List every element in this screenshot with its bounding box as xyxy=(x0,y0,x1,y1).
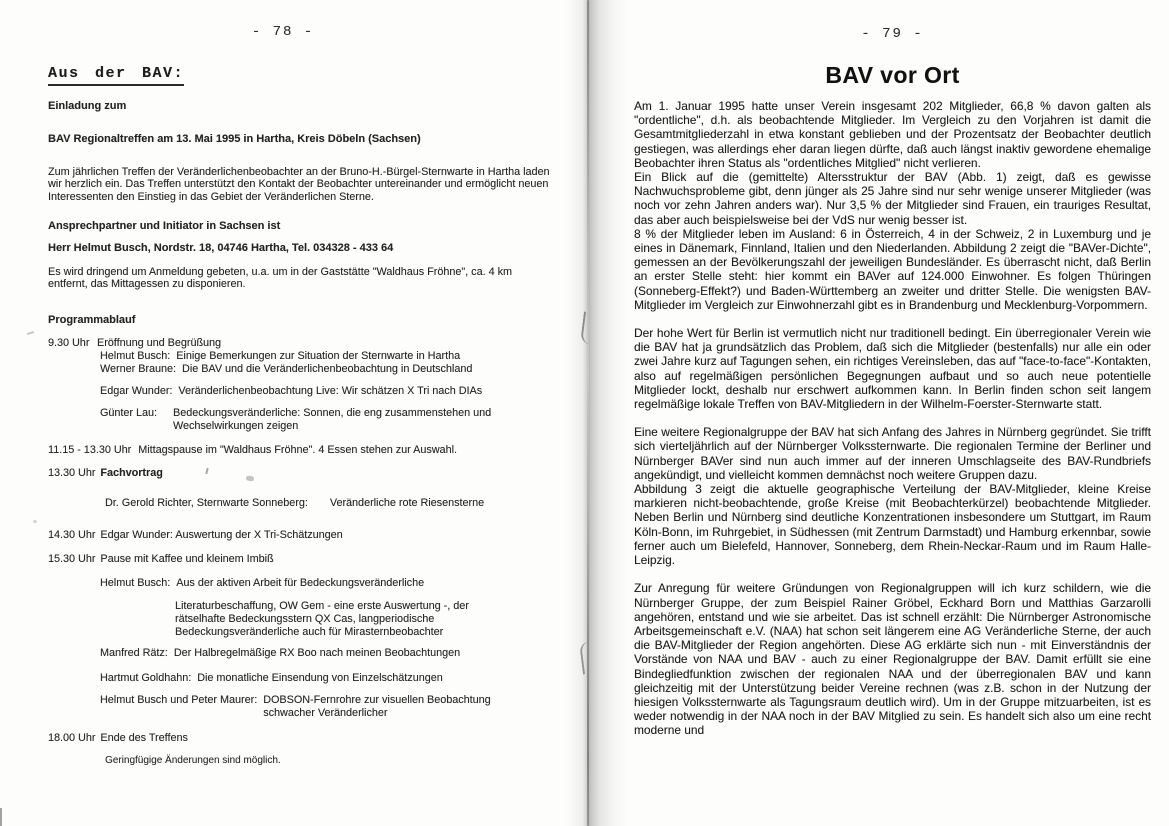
schedule-speaker: Werner Braune: xyxy=(100,363,177,376)
schedule-speaker: Helmut Busch und Peter Maurer: xyxy=(100,694,258,707)
binding-crease-line xyxy=(587,0,589,826)
body-paragraph: Eine weitere Regionalgruppe der BAV hat sich Anfang des Jahres in Nürnberg gegründet. Sie trifft sich vierteljährlich auf der Nürnberger Volkssternwarte. Die regionalen Termine der Berliner und Nürnberger BAVer sind nun auch immer auf der inneren Umschlagseite des BAV-Rundbriefs angekündigt, und vielleicht kommen demnächst noch weitere Gruppen dazu. xyxy=(634,425,1151,482)
body-paragraph: Der hohe Wert für Berlin ist vermutlich nicht nur traditionell bedingt. Ein überregionaler Verein wie die BAV hat ja grundsätzlich das Problem, daß sich die Mitglieder (bestenfalls) nur alle ein oder zwei Jahre kurz auf Tagungen sehen, ein richtiges Vereinsleben, das auf "face-to-face"-Kontakten, also auf regelmäßigen persönlichen Begegnungen aufbaut und so auch neue potentielle Mitglieder lockt, deshalb nur erschwert aufkommen kann. In Berlin finden schon seit langem regelmäßige lokale Treffen von BAV-Mitgliedern in der Wilhelm-Foerster-Sternwarte statt. xyxy=(634,326,1151,412)
schedule-topic: Die BAV und die Veränderlichenbeobachtung in Deutschland xyxy=(182,363,473,376)
schedule-row-talk xyxy=(48,385,560,398)
binding-shadow xyxy=(566,0,628,826)
schedule-row-talk xyxy=(48,647,560,660)
schedule-title: Pause mit Kaffee und kleinem Imbiß xyxy=(100,553,274,566)
schedule-title: Ende des Treffens xyxy=(100,732,188,745)
article-title: BAV vor Ort xyxy=(825,62,960,88)
schedule-time: 9.30 Uhr xyxy=(48,337,90,350)
schedule-time: 11.15 - 13.30 Uhr xyxy=(48,444,132,457)
section-heading xyxy=(48,64,560,82)
schedule-time: 18.00 Uhr xyxy=(48,732,96,745)
schedule-time: 14.30 Uhr xyxy=(48,529,96,542)
schedule-row-talk xyxy=(48,694,560,720)
page-number: - 78 - xyxy=(251,24,315,40)
section-heading-text: Aus der BAV: xyxy=(48,65,184,86)
body-block xyxy=(634,425,1151,567)
scan-artifact xyxy=(0,808,2,826)
schedule-row-talk xyxy=(48,497,560,510)
schedule-topic: Veränderlichenbeobachtung Live: Wir schätzen X Tri nach DIAs xyxy=(178,385,483,398)
schedule-speaker: Günter Lau: xyxy=(100,407,158,420)
intro-paragraph: Zum jährlichen Treffen der Veränderlichenbeobachter an der Bruno-H.-Bürgel-Sternwarte in Hartha laden wir herzlich ein. Das Treffen unterstützt den Kontakt der Beobachter untereinander und ermöglicht neuen Interessenten den Einstieg in das Gebiet der Veränderlichen Sterne. xyxy=(48,166,550,203)
page-78 xyxy=(48,24,560,766)
changes-footnote: Geringfügige Änderungen sind möglich. xyxy=(105,755,281,767)
schedule-speaker: Helmut Busch: xyxy=(100,350,171,363)
schedule-row-talk xyxy=(48,407,560,433)
schedule-time: 13.30 Uhr xyxy=(48,467,96,480)
registration-note: Es wird dringend um Anmeldung gebeten, u.a. um in der Gaststätte "Waldhaus Fröhne", ca. 4 km entfernt, das Mittagessen zu disponieren. xyxy=(48,265,512,291)
schedule-speaker: Manfred Rätz: xyxy=(100,647,168,660)
schedule-row-evaluation xyxy=(48,529,560,542)
schedule-topic: Bedeckungsveränderliche: Sonnen, die eng zusammenstehen und Wechselwirkungen zeigen xyxy=(173,407,492,433)
schedule-title: Fachvortrag xyxy=(100,467,163,480)
schedule-row-lecture xyxy=(48,467,560,480)
schedule-time: 15.30 Uhr xyxy=(48,553,96,566)
schedule-title: Edgar Wunder: Auswertung der X Tri-Schätzungen xyxy=(100,529,343,542)
schedule-title: Mittagspause im "Waldhaus Fröhne". 4 Essen stehen zur Auswahl. xyxy=(138,444,457,457)
body-paragraph: Am 1. Januar 1995 hatte unser Verein insgesamt 202 Mitglieder, 66,8 % davon galten als "ordentliche", d.h. als beobachtende Mitglieder. Im Vergleich zu den Vorjahren ist damit die Gesamtmitgliederzahl in etwa konstant geblieben und der Prozentsatz der Beobachter deutlich gestiegen, was allerdings eher daran liegen dürfte, daß auch längst inaktiv gewordene ehemalige Beobachter ihren Status als "ordentliches Mitglied" nicht verlieren. xyxy=(634,99,1151,170)
schedule-topic: Die monatliche Einsendung von Einzelschätzungen xyxy=(197,672,443,685)
program-heading: Programmablauf xyxy=(48,314,136,327)
schedule-row-lunch xyxy=(48,444,560,457)
schedule-row-end xyxy=(48,732,560,745)
schedule-note: Literaturbeschaffung, OW Gem - eine erste Auswertung -, der rätselhafte Bedeckungsstern QX Cas, langperiodische Bedeckungsveränderliche auch für Mirasternbeobachter xyxy=(175,600,469,639)
schedule-row-talk xyxy=(48,672,560,685)
schedule-row-break xyxy=(48,553,560,566)
page-number: - 79 - xyxy=(861,26,924,42)
schedule-row-talk xyxy=(48,363,560,376)
schedule-topic: Einige Bemerkungen zur Situation der Sternwarte in Hartha xyxy=(176,350,461,363)
schedule-topic: Veränderliche rote Riesensterne xyxy=(329,497,485,510)
schedule-speaker: Edgar Wunder: xyxy=(100,385,173,398)
schedule-title: Eröffnung und Begrüßung xyxy=(97,337,222,350)
schedule-row-talk xyxy=(48,350,560,363)
event-title: BAV Regionaltreffen am 13. Mai 1995 in Hartha, Kreis Döbeln (Sachsen) xyxy=(48,133,421,145)
invitation-lead: Einladung zum xyxy=(48,100,127,112)
schedule-row-talk xyxy=(48,577,560,590)
body-paragraph: Zur Anregung für weitere Gründungen von Regionalgruppen will ich kurz schildern, wie die Nürnberger Gruppe, der zum Beispiel Rainer Gröbel, Eckhard Born und Matthias Garzarolli angehören, entstand und wie sie arbeitet. Das ist schnell erzählt: Die Nürnberger Astronomische Arbeitsgemeinschaft e.V. (NAA) hat schon seit längerem eine AG Veränderliche Sterne, der auch die BAV-Mitglieder der Region angehörten. Diese AG erklärte sich nun - mit Einverständnis der Vorstände von NAA und BAV - auch zu einer Regionalgruppe der BAV. Damit erfüllt sie eine Bindegliedfunktion zwischen der regionalen NAA und der überregionalen BAV und kann gleichzeitig mit der Unterstützung beider Vereine rechnen (was z.B. schon in der Nutzung der hiesigen Volkssternwarte als Tagungsraum deutlich wird). Um in der Gruppe mitzuarbeiten, ist es weder notwendig in der NAA noch in der BAV Mitglied zu sein. Es handelt sich also um eine recht moderne und xyxy=(634,581,1151,738)
schedule-topic: Aus der aktiven Arbeit für Bedeckungsveränderliche xyxy=(176,577,425,590)
body-paragraph: Ein Blick auf die (gemittelte) Altersstruktur der BAV (Abb. 1) zeigt, daß es gewisse Nachwuchsprobleme gibt, denn jünger als 25 Jahre sind nur sehr wenige unserer Mitglieder (was noch vor zehn Jahren anders war). Nur 3,5 % der Mitglieder sind Frauen, ein trauriges Resultat, das aber auch beispielsweise bei der VdS nur wenig besser ist. xyxy=(634,170,1151,227)
scan-artifact xyxy=(33,520,37,523)
contact-line: Herr Helmut Busch, Nordstr. 18, 04746 Hartha, Tel. 034328 - 433 64 xyxy=(48,241,394,254)
schedule-topic: Der Halbregelmäßige RX Boo nach meinen Beobachtungen xyxy=(173,647,461,660)
page-79 xyxy=(634,26,1151,738)
body-block xyxy=(634,581,1151,737)
body-paragraph: 8 % der Mitglieder leben im Ausland: 6 in Österreich, 4 in der Schweiz, 2 in Luxemburg und je eines in Dänemark, Finnland, Italien und den Niederlanden. Abbildung 2 zeigt die "BAVer-Dichte", gemessen an der Bevölkerungszahl der jeweiligen Bundesländer. Es überrascht nicht, daß Berlin an erster Stelle steht: hier kommt ein BAVer auf 124.000 Einwohner. Es folgen Thüringen (Sonneberg-Effekt?) und Baden-Württemberg an zweiter und dritter Stelle. Die wenigsten BAV-Mitglieder im Vergleich zur Einwohnerzahl gibt es in Brandenburg und Mecklenburg-Vorpommern. xyxy=(634,226,1151,312)
contact-heading: Ansprechpartner und Initiator in Sachsen ist xyxy=(48,219,281,232)
body-block xyxy=(634,99,1151,312)
body-paragraph: Abbildung 3 zeigt die aktuelle geographische Verteilung der BAV-Mitglieder, kleine Kreise markieren nicht-beobachtende, große Kreise (mit Beobachterkürzel) beobachtende Mitglieder. Neben Berlin und Nürnberg sind deutliche Konzentrationen insbesondere um Stuttgart, im Raum Köln-Bonn, im Ruhrgebiet, in Südhessen (mit Zentrum Darmstadt) und Hamburg erkennbar, sowie ferner auch um Bielefeld, Hannover, Sonneberg, dem Rhein-Neckar-Raum und im Raum Halle-Leipzig. xyxy=(634,482,1151,568)
schedule-row-opening xyxy=(48,337,560,350)
schedule-speaker: Hartmut Goldhahn: xyxy=(100,672,192,685)
scan-artifact xyxy=(27,331,34,335)
schedule-speaker: Dr. Gerold Richter, Sternwarte Sonneberg: xyxy=(105,497,308,510)
schedule-speaker: Helmut Busch: xyxy=(100,577,171,590)
body-block xyxy=(634,326,1151,411)
schedule-topic: DOBSON-Fernrohre zur visuellen Beobachtung schwacher Veränderlicher xyxy=(263,694,491,720)
